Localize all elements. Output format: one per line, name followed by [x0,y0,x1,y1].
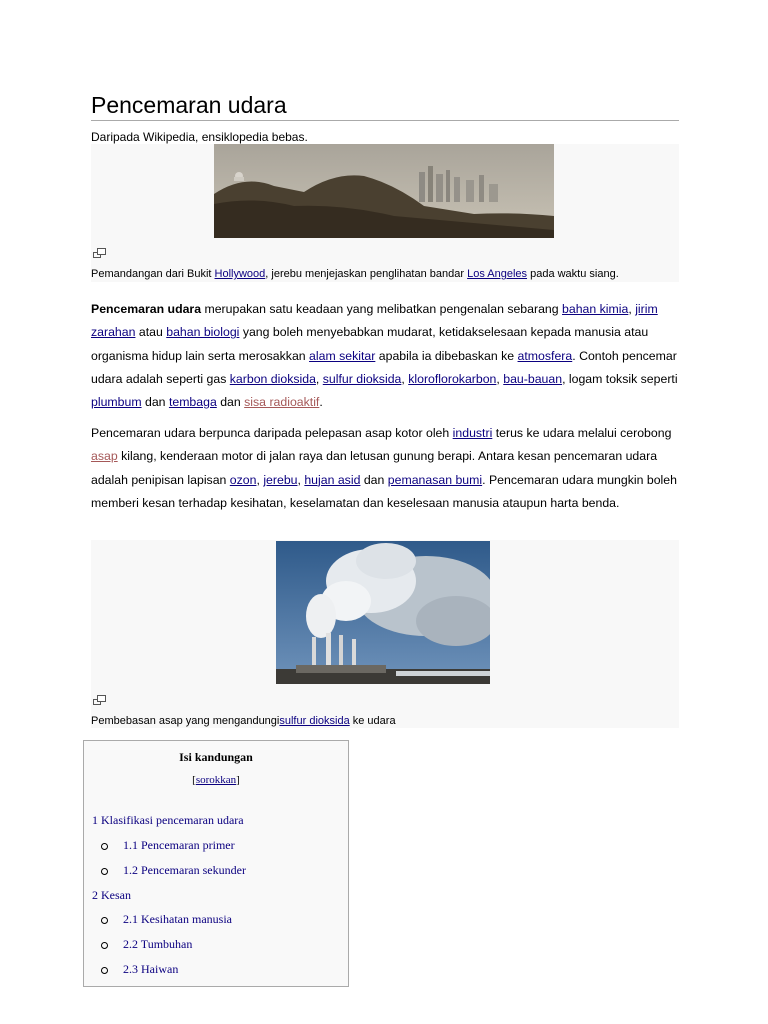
text: yang boleh menyebabkan mudarat, ketidakselesaan kepada manusia atau organisma hidup lain serta merosakkan [91,325,649,363]
text: atau [135,325,167,340]
link-atmosfera[interactable]: atmosfera [517,348,573,363]
circle-bullet-icon [101,868,108,875]
toc-hide-link[interactable]: sorokkan [195,774,237,786]
toc-item-2-2[interactable]: 2.2 Tumbuhan [123,937,193,951]
toc-title: Isi kandungan [179,750,253,764]
link-hollywood[interactable]: Hollywood [214,268,266,280]
link-sulfur-dioksida[interactable]: sulfur dioksida [279,715,350,727]
toc-item-2[interactable]: 2 Kesan [92,888,131,902]
link-bahan-kimia[interactable]: bahan kimia [562,302,629,316]
link-bahan-biologi[interactable]: bahan biologi [166,325,240,340]
text: dan [216,395,245,410]
text: , [256,472,264,487]
text: kilang, kenderaan motor di jalan raya dan letusan gunung berapi. Antara kesan pencemaran udara adalah penipisan lapisan [91,449,658,487]
caption-text: , jerebu menjejaskan penglihatan bandar [265,268,468,280]
link-karbon-dioksida[interactable]: karbon dioksida [229,371,316,386]
circle-bullet-icon [101,917,108,924]
link-jerebu[interactable]: jerebu [263,472,298,487]
link-hujan-asid[interactable]: hujan asid [304,472,361,487]
smokestack-photo[interactable] [276,541,490,684]
redlink-sisa-radioaktif[interactable]: sisa radioaktif [244,395,320,410]
toc-item-2-1[interactable]: 2.1 Kesihatan manusia [123,912,232,926]
text: , [315,371,323,386]
magnify-icon[interactable] [93,248,106,259]
text: terus ke udara melalui cerobong [492,426,672,440]
text: apabila ia dibebaskan ke [375,348,518,363]
caption-text: Pemandangan dari Bukit [91,268,215,280]
link-los-angeles[interactable]: Los Angeles [467,268,528,280]
link-plumbum[interactable]: plumbum [91,395,142,410]
page-title: Pencemaran udara [91,90,679,121]
text: . Pencemaran udara mungkin boleh memberi kesan terhadap kesihatan, keselamatan dan keselesaan manusia ataupun harta benda. [91,472,677,510]
hollywood-smog-photo[interactable] [214,144,554,238]
figure-smokestacks [91,540,679,728]
link-bau-bauan[interactable]: bau-bauan [503,371,563,386]
text: , [628,302,636,316]
bracket: [ [192,774,196,786]
site-tagline: Daripada Wikipedia, ensiklopedia bebas. [91,130,308,144]
text: , [297,472,305,487]
circle-bullet-icon [101,942,108,949]
text: . Contoh pencemar udara adalah seperti gas [91,348,677,386]
table-of-contents [83,740,349,987]
text: . [319,395,323,410]
text: , logam toksik seperti [562,371,678,386]
toc-item-1-2[interactable]: 1.2 Pencemaran sekunder [123,863,246,877]
text: merupakan satu keadaan yang melibatkan pengenalan sebarang [201,302,563,316]
text: , [496,371,504,386]
text: dan [360,472,388,487]
text: , [401,371,409,386]
link-tembaga[interactable]: tembaga [168,395,217,410]
caption-text: Pembebasan asap yang mengandungi [91,715,280,727]
figure-hollywood [91,144,679,282]
link-jirim-zarahan[interactable]: jirim zarahan [91,302,658,340]
intro-paragraph [91,298,679,414]
text: dan [141,395,169,410]
caption-text: pada waktu siang. [527,268,619,280]
link-industri[interactable]: industri [452,426,493,440]
link-ozon[interactable]: ozon [229,472,257,487]
toc-item-2-3[interactable]: 2.3 Haiwan [123,962,179,976]
link-kloroflorokarbon[interactable]: kloroflorokarbon [408,371,497,386]
link-alam-sekitar[interactable]: alam sekitar [309,348,376,363]
link-pemanasan-bumi[interactable]: pemanasan bumi [387,472,483,487]
term-bold: Pencemaran udara [91,302,202,316]
toc-item-1[interactable]: 1 Klasifikasi pencemaran udara [92,813,244,827]
toc-toggle [84,774,348,786]
toc-item-1-1[interactable]: 1.1 Pencemaran primer [123,838,235,852]
figure-caption [91,268,619,280]
circle-bullet-icon [101,967,108,974]
redlink-asap[interactable]: asap [91,449,118,464]
link-sulfur-dioksida[interactable]: sulfur dioksida [322,371,402,386]
figure-caption [91,715,396,727]
magnify-icon[interactable] [93,695,106,706]
caption-text: ke udara [349,715,396,727]
causes-paragraph [91,422,679,515]
circle-bullet-icon [101,843,108,850]
text: Pencemaran udara berpunca daripada pelepasan asap kotor oleh [91,426,453,440]
bracket: ] [236,774,240,786]
